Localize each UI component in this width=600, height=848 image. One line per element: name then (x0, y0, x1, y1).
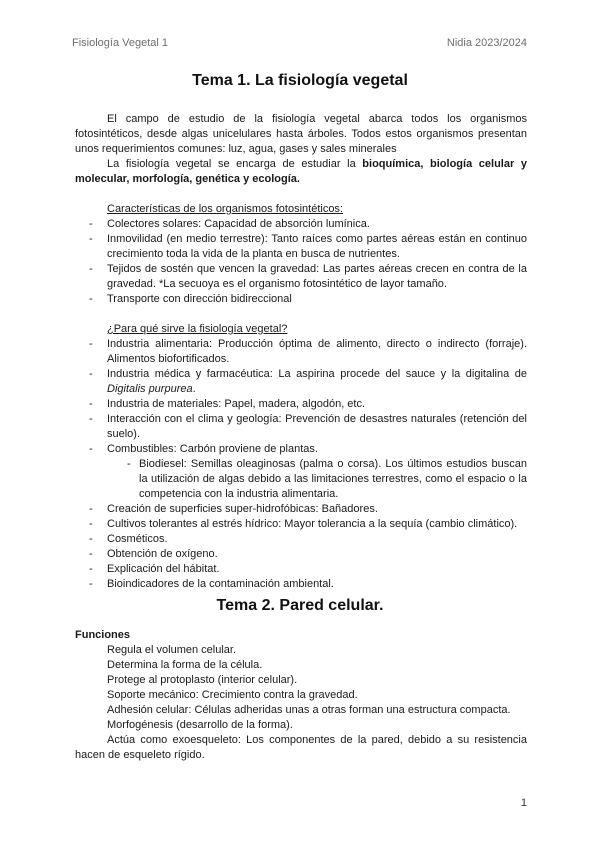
tema1-scope-paragraph (75, 157, 527, 187)
list-item: - Industria alimentaria: Producción óptima de alimento, directo o indirecto (forraje). Alimentos biofortificados. (75, 337, 527, 367)
funcion-item: Adhesión celular: Células adheridas unas a otras forman una estructura compacta. (107, 704, 511, 716)
list-item (75, 442, 527, 502)
caracteristicas-list (75, 217, 527, 307)
list-item: - Interacción con el clima y geología: Prevención de desastres naturales (retención del suelo). (75, 412, 527, 442)
page-number: 1 (520, 797, 527, 809)
medica-italic: Digitalis purpurea (107, 383, 193, 395)
list-item: - Cosméticos. (75, 532, 527, 547)
combustibles-sublist (107, 457, 527, 502)
medica-end: . (192, 383, 196, 395)
list-item: - Inmovilidad (en medio terrestre): Tanto raíces como partes aéreas están en continuo crecimiento toda la vida de la planta en busca de nutrientes. (75, 232, 527, 262)
funcion-item: Soporte mecánico: Crecimiento contra la gravedad. (107, 689, 358, 701)
combustibles-text: Combustibles: Carbón proviene de plantas. (107, 443, 318, 455)
tema2-body (75, 628, 527, 763)
list-item: - Creación de superficies super-hidrofóbicas: Bañadores. (75, 502, 527, 517)
list-item: - Bioindicadores de la contaminación ambiental. (75, 577, 527, 592)
list-item: - Industria de materiales: Papel, madera, algodón, etc. (75, 397, 527, 412)
header-author-year: Nidia 2023/2024 (446, 37, 527, 49)
tema2-title: Tema 2. Pared celular. (216, 597, 384, 614)
scope-text: La fisiología vegetal se encarga de estudiar la (107, 158, 363, 170)
funcion-item: Protege al protoplasto (interior celular). (107, 674, 298, 686)
list-item (75, 367, 527, 397)
funcion-item: Determina la forma de la célula. (107, 659, 263, 671)
list-item: - Tejidos de sostén que vencen la gravedad: Las partes aéreas crecen en contra de la gravedad. *La secuoya es el organismo fotosintético de layor tamaño. (75, 262, 527, 292)
tema1-body (75, 112, 527, 592)
sub-list-item: - Biodiesel: Semillas oleaginosas (palma o corsa). Los últimos estudios buscan la utilización de algas debido a las limitaciones terrestres, como el espacio o la competencia con la industria alimentaria. (107, 457, 527, 502)
list-item: - Cultivos tolerantes al estrés hídrico: Mayor tolerancia a la sequía (cambio climático). (75, 517, 527, 532)
funciones-heading: Funciones (75, 629, 131, 641)
list-item: - Explicación del hábitat. (75, 562, 527, 577)
list-item: - Transporte con dirección bidireccional (75, 292, 527, 307)
funcion-item: Morfogénesis (desarrollo de la forma). (107, 719, 293, 731)
funcion-item: Regula el volumen celular. (107, 644, 237, 656)
list-item: - Colectores solares: Capacidad de absorción lumínica. (75, 217, 527, 232)
medica-text: Industria médica y farmacéutica: La aspirina procede del sauce y la digitalina de (107, 368, 527, 380)
list-item: - Obtención de oxígeno. (75, 547, 527, 562)
header-course-title: Fisiología Vegetal 1 (72, 37, 169, 49)
caracteristicas-heading: Características de los organismos fotosintéticos: (107, 203, 343, 215)
tema1-intro-paragraph: El campo de estudio de la fisiología vegetal abarca todos los organismos fotosintéticos, desde algas unicelulares hasta árboles. Todos estos organismos presentan unos requerimientos comunes: luz, agua, gases y sales minerales (75, 113, 527, 155)
scope-bold-text: bioquímica, biología celular y molecular, morfología, genética y ecología. (75, 158, 527, 185)
tema1-title: Tema 1. La fisiología vegetal (192, 72, 408, 89)
para-que-sirve-heading: ¿Para qué sirve la fisiología vegetal? (107, 323, 288, 335)
aplicaciones-list (75, 337, 527, 592)
exoesqueleto-paragraph: Actúa como exoesqueleto: Los componentes de la pared, debido a su resistencia hacen de esqueleto rígido. (75, 734, 527, 761)
